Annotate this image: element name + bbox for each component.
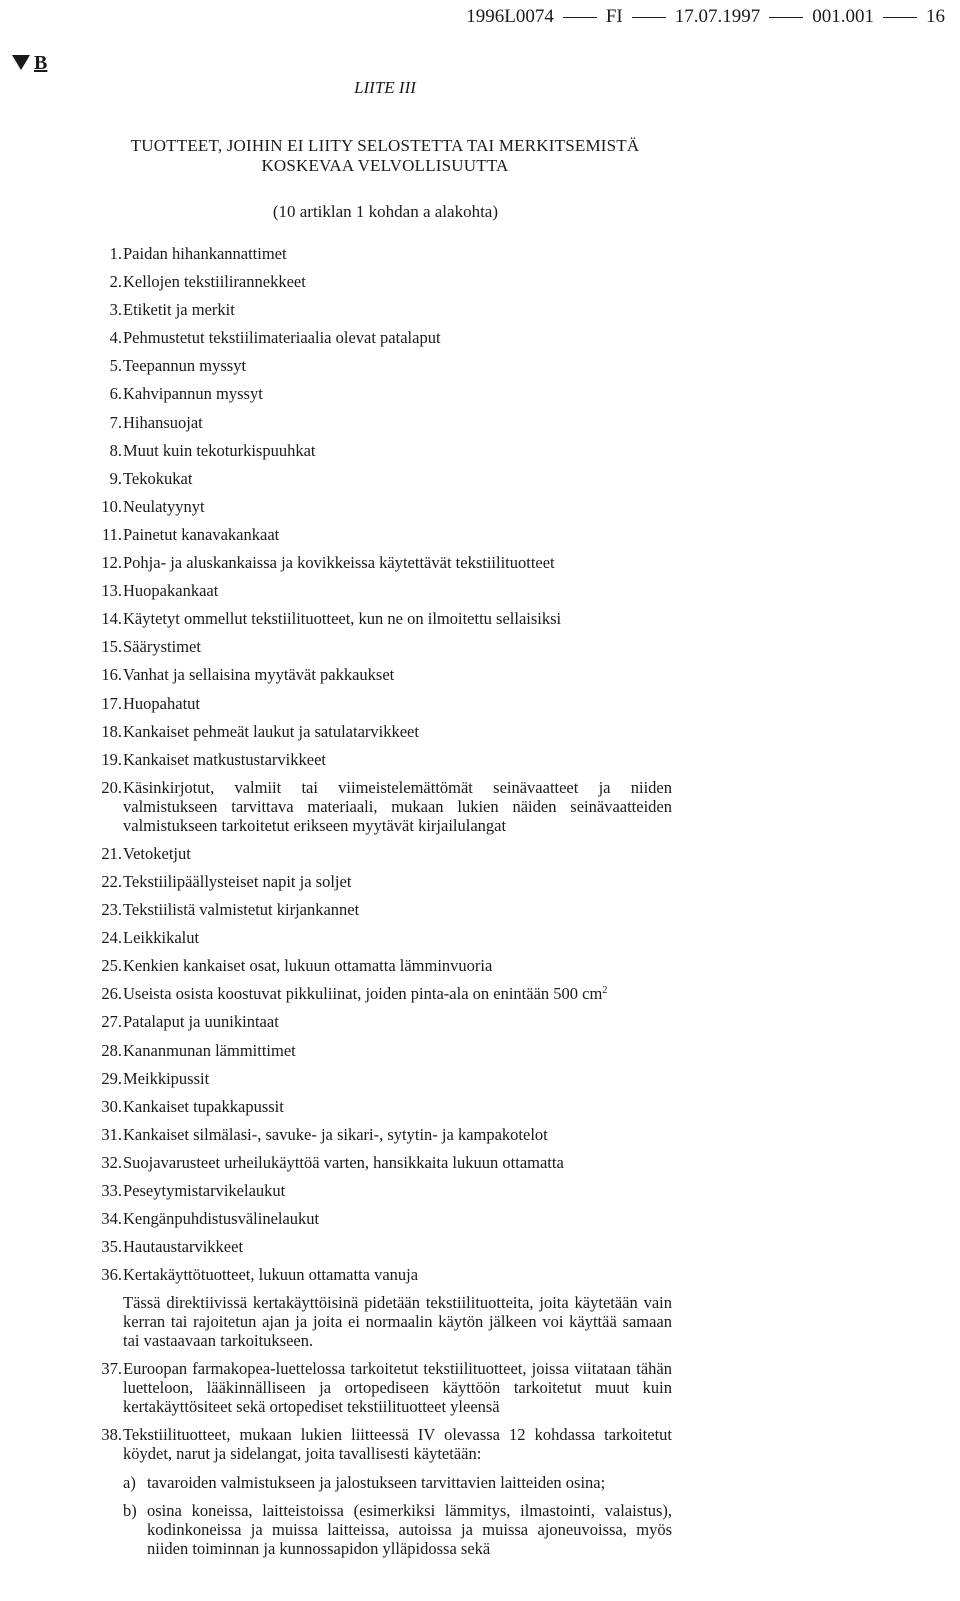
item-number: 4. xyxy=(109,328,122,348)
item-body xyxy=(122,722,672,741)
list-item xyxy=(84,609,672,628)
annex-title-line: TUOTTEET, JOIHIN EI LIITY SELOSTETTA TAI MERKITSEMISTÄ xyxy=(130,136,640,155)
item-number: 21. xyxy=(101,843,122,863)
item-number: 8. xyxy=(109,440,122,460)
list-item xyxy=(84,469,672,488)
list-item xyxy=(84,778,672,835)
item-superscript: 2 xyxy=(602,985,608,997)
separator xyxy=(563,17,597,18)
item-text: Tekokukat xyxy=(123,468,193,488)
item-body xyxy=(122,1041,672,1060)
item-text: Euroopan farmakopea-luettelossa tarkoitetut tekstiilituotteet, joissa viitataan tähän luetteloon, lääkinnälliseen ja ortopediseen käyttöön tarkoitetut muut kuin kertakäyttösiteet sekä ortopediset tekstiilituotteet yleensä xyxy=(123,1359,672,1417)
item-text: Leikkikalut xyxy=(123,928,200,948)
item-text: Suojavarusteet urheilukäyttöä varten, hansikkaita lukuun ottamatta xyxy=(123,1152,564,1172)
amendment-letter: B xyxy=(34,52,48,74)
item-number: 35. xyxy=(101,1237,122,1257)
list-item xyxy=(84,1209,672,1228)
item-note: Tässä direktiivissä kertakäyttöisinä pidetään tekstiilituotteita, joita käytetään vain kerran tai rajoitetun ajan ja joita ei normaalin käytön jälkeen voi käyttää samaan tai vastaavaan tarkoitukseen. xyxy=(123,1293,672,1351)
item-body xyxy=(122,1125,672,1144)
item-body xyxy=(122,637,672,656)
list-item xyxy=(84,1237,672,1256)
separator xyxy=(883,17,917,18)
item-text: Vetoketjut xyxy=(123,843,191,863)
list-item xyxy=(84,722,672,741)
item-text: Kankaiset pehmeät laukut ja satulatarvikkeet xyxy=(123,721,419,741)
item-body xyxy=(122,413,672,432)
doc-date: 17.07.1997 xyxy=(674,6,761,27)
item-text: Pehmustetut tekstiilimateriaalia olevat patalaput xyxy=(123,328,441,348)
item-body xyxy=(122,694,672,713)
item-number: 17. xyxy=(101,693,122,713)
item-text: Useista osista koostuvat pikkuliinat, joiden pinta-ala on enintään 500 cm xyxy=(123,984,603,1004)
item-body xyxy=(122,244,672,263)
sub-item-label: a) xyxy=(123,1473,136,1493)
item-number: 9. xyxy=(109,468,122,488)
item-text: Kertakäyttötuotteet, lukuun ottamatta vanuja xyxy=(123,1265,419,1285)
item-text: Peseytymistarvikelaukut xyxy=(123,1181,286,1200)
item-number: 24. xyxy=(101,928,122,948)
item-number: 16. xyxy=(101,665,122,685)
page-header xyxy=(0,6,945,28)
item-number: 3. xyxy=(109,300,122,320)
item-body xyxy=(122,900,672,919)
item-body xyxy=(122,1153,672,1172)
item-text: Hautaustarvikkeet xyxy=(123,1237,244,1257)
item-body xyxy=(122,356,672,375)
item-number: 25. xyxy=(101,956,122,976)
item-body xyxy=(122,525,672,544)
sub-list-item xyxy=(123,1473,672,1492)
item-body xyxy=(122,328,672,347)
list-item xyxy=(84,272,672,291)
list-item xyxy=(84,956,672,975)
item-number: 15. xyxy=(101,637,122,657)
item-body xyxy=(122,272,672,291)
item-number: 37. xyxy=(101,1359,122,1379)
item-text: Kengänpuhdistusvälinelaukut xyxy=(123,1209,320,1229)
list-item xyxy=(84,928,672,947)
item-number: 22. xyxy=(101,871,122,891)
list-item xyxy=(84,872,672,891)
item-text: Teepannun myssyt xyxy=(123,356,247,376)
page-number: 16 xyxy=(926,6,945,27)
item-number: 5. xyxy=(109,356,122,376)
list-item xyxy=(84,1125,672,1144)
item-body xyxy=(122,581,672,600)
item-number: 18. xyxy=(101,721,122,741)
list-item xyxy=(84,665,672,684)
item-body xyxy=(122,665,672,684)
item-number: 31. xyxy=(101,1124,122,1144)
list-item xyxy=(84,1012,672,1031)
item-body xyxy=(122,956,672,975)
item-number: 7. xyxy=(109,412,122,432)
item-body xyxy=(122,1069,672,1088)
list-item xyxy=(84,413,672,432)
annex-label: LIITE III xyxy=(354,78,416,97)
list-item xyxy=(84,1425,672,1567)
item-body xyxy=(122,1097,672,1116)
item-text: Kankaiset silmälasi-, savuke- ja sikari-, sytytin- ja kampakotelot xyxy=(123,1124,548,1144)
item-text: Hihansuojat xyxy=(123,412,203,432)
item-number: 23. xyxy=(101,900,122,920)
item-body xyxy=(122,1237,672,1256)
item-body xyxy=(122,609,672,628)
annex-title xyxy=(93,136,677,176)
list-item xyxy=(84,497,672,516)
item-number: 32. xyxy=(101,1152,122,1172)
list-item xyxy=(84,581,672,600)
item-body xyxy=(122,300,672,319)
item-body xyxy=(122,1265,672,1350)
list-item xyxy=(84,1265,672,1350)
item-text: Kananmunan lämmittimet xyxy=(123,1040,296,1060)
item-text: Kahvipannun myssyt xyxy=(123,384,263,404)
item-number: 13. xyxy=(101,581,122,601)
item-number: 14. xyxy=(101,609,122,629)
item-text: Säärystimet xyxy=(123,637,201,657)
item-text: Meikkipussit xyxy=(123,1068,210,1088)
item-text: Huopakankaat xyxy=(123,581,219,601)
item-body xyxy=(122,928,672,947)
item-number: 29. xyxy=(101,1068,122,1088)
list-item xyxy=(84,384,672,403)
list-item xyxy=(84,525,672,544)
item-text: Paidan hihankannattimet xyxy=(123,244,287,263)
separator xyxy=(632,17,666,18)
doc-lang: FI xyxy=(605,6,623,27)
list-item xyxy=(84,1153,672,1172)
item-text: Tekstiilistä valmistetut kirjankannet xyxy=(123,900,360,920)
item-body xyxy=(122,1209,672,1228)
list-item xyxy=(84,637,672,656)
item-text: Käytetyt ommellut tekstiilituotteet, kun ne on ilmoitettu sellaisiksi xyxy=(123,609,562,629)
item-body xyxy=(122,497,672,516)
list-item xyxy=(84,356,672,375)
item-body xyxy=(122,553,672,572)
item-number: 2. xyxy=(109,272,122,292)
item-number: 36. xyxy=(101,1265,122,1285)
item-text: Kankaiset tupakkapussit xyxy=(123,1096,284,1116)
doc-id: 1996L0074 xyxy=(466,6,554,27)
list-item xyxy=(84,900,672,919)
list-item xyxy=(84,1041,672,1060)
item-number: 34. xyxy=(101,1209,122,1229)
item-number: 11. xyxy=(101,524,122,544)
list-item xyxy=(84,441,672,460)
list-item xyxy=(84,1181,672,1200)
item-text: Patalaput ja uunikintaat xyxy=(123,1012,279,1032)
list-item xyxy=(84,553,672,572)
separator xyxy=(769,17,803,18)
sub-list xyxy=(123,1473,672,1558)
item-text: Etiketit ja merkit xyxy=(123,300,235,320)
item-number: 19. xyxy=(101,749,122,769)
list-item xyxy=(84,694,672,713)
item-number: 12. xyxy=(101,553,122,573)
amendment-marker xyxy=(12,52,47,74)
item-text: Pohja- ja aluskankaissa ja kovikkeissa käytettävät tekstiilituotteet xyxy=(123,553,555,573)
item-body xyxy=(122,750,672,769)
item-text: Tekstiilituotteet, mukaan lukien liitteessä IV olevassa 12 kohdassa tarkoitetut köydet, narut ja sidelangat, joita tavallisesti käytetään: xyxy=(123,1425,672,1464)
item-number: 10. xyxy=(101,496,122,516)
item-text: Painetut kanavakankaat xyxy=(123,524,280,544)
item-number: 38. xyxy=(101,1425,122,1445)
item-number: 33. xyxy=(101,1181,122,1200)
item-body xyxy=(122,778,672,835)
item-body xyxy=(122,984,672,1003)
item-body xyxy=(122,441,672,460)
item-body xyxy=(122,384,672,403)
item-number: 20. xyxy=(101,777,122,797)
product-list xyxy=(84,244,672,1577)
item-body xyxy=(122,1012,672,1031)
item-body xyxy=(122,872,672,891)
item-body xyxy=(122,1181,672,1200)
list-item xyxy=(84,750,672,769)
item-text: Vanhat ja sellaisina myytävät pakkaukset xyxy=(123,665,395,685)
annex-title-line: KOSKEVAA VELVOLLISUUTTA xyxy=(261,156,509,175)
item-number: 26. xyxy=(101,984,122,1004)
item-number: 1. xyxy=(109,244,122,263)
item-text: Kenkien kankaiset osat, lukuun ottamatta lämminvuoria xyxy=(123,956,493,976)
item-text: Huopahatut xyxy=(123,693,200,713)
item-text: Neulatyynyt xyxy=(123,496,205,516)
item-number: 30. xyxy=(101,1096,122,1116)
sub-list-item xyxy=(123,1501,672,1558)
item-body xyxy=(122,844,672,863)
item-text: Kellojen tekstiilirannekkeet xyxy=(123,272,306,292)
list-item xyxy=(84,300,672,319)
sub-item-label: b) xyxy=(123,1501,137,1521)
list-item xyxy=(84,1097,672,1116)
item-text: Kankaiset matkustustarvikkeet xyxy=(123,749,326,769)
list-item xyxy=(84,1069,672,1088)
list-item xyxy=(84,844,672,863)
list-item xyxy=(84,984,672,1003)
item-number: 6. xyxy=(109,384,122,404)
item-body xyxy=(122,469,672,488)
sub-item-text: tavaroiden valmistukseen ja jalostukseen tarvittavien laitteiden osina; xyxy=(147,1473,606,1493)
item-text: Muut kuin tekoturkispuuhkat xyxy=(123,440,316,460)
item-number: 27. xyxy=(101,1012,122,1032)
item-body xyxy=(122,1425,672,1567)
doc-version: 001.001 xyxy=(812,6,874,27)
list-item xyxy=(84,244,672,263)
triangle-down-icon xyxy=(12,55,30,70)
item-text: Tekstiilipäällysteiset napit ja soljet xyxy=(123,871,352,891)
list-item xyxy=(84,1359,672,1416)
item-number: 28. xyxy=(101,1040,122,1060)
item-text: Käsinkirjotut, valmiit tai viimeistelemättömät seinävaatteet ja niiden valmistukseen tarvittava materiaali, mukaan lukien näiden seinävaatteiden valmistukseen tarkoitetut erikseen myytävät kirjailulangat xyxy=(123,777,672,835)
item-body xyxy=(122,1359,672,1416)
annex-subtitle: (10 artiklan 1 kohdan a alakohta) xyxy=(272,202,498,221)
list-item xyxy=(84,328,672,347)
sub-item-text: osina koneissa, laitteistoissa (esimerkiksi lämmitys, ilmastointi, valaistus), kodinkoneissa ja muissa laitteissa, autoissa ja muissa ajoneuvoissa, myös niiden toiminnan ja kunnossapidon ylläpidossa sekä xyxy=(147,1501,672,1559)
